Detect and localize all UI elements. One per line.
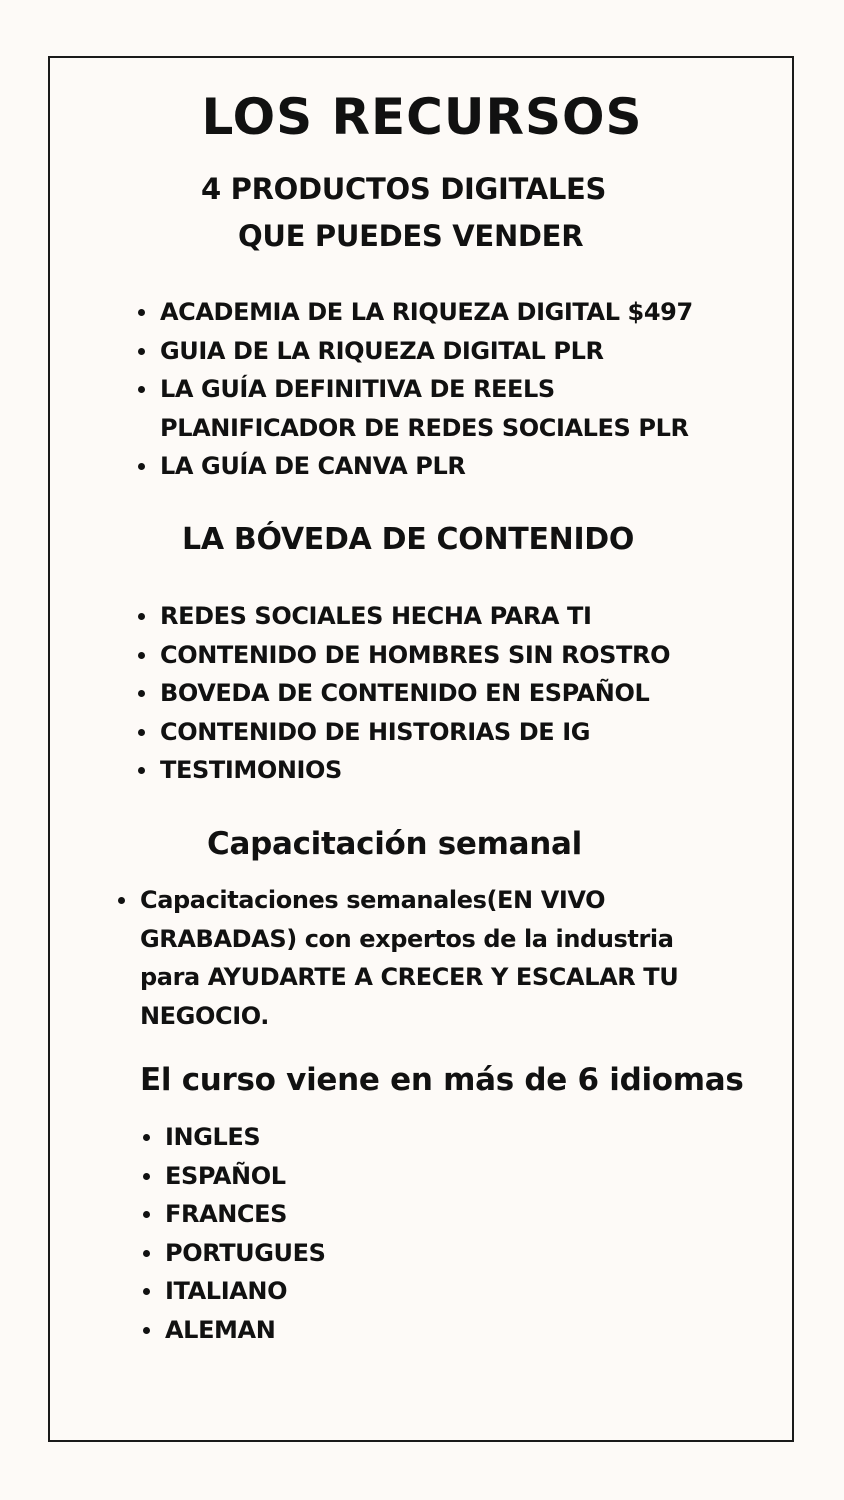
bullet-icon [138, 463, 145, 470]
bullet-icon [138, 309, 145, 316]
list-item-continuation: para AYUDARTE A CRECER Y ESCALAR TU [140, 963, 679, 991]
languages-heading: El curso viene en más de 6 idiomas [140, 1062, 744, 1098]
bullet-icon [138, 652, 145, 659]
list-item: CONTENIDO DE HISTORIAS DE IG [160, 713, 670, 752]
products-list [160, 293, 693, 486]
bullet-icon [138, 729, 145, 736]
list-item: FRANCES [165, 1195, 326, 1234]
vault-list [160, 597, 670, 790]
list-item: GUIA DE LA RIQUEZA DIGITAL PLR [160, 332, 693, 371]
bullet-icon [143, 1134, 150, 1141]
bullet-icon [143, 1250, 150, 1257]
list-item: CONTENIDO DE HOMBRES SIN ROSTRO [160, 636, 670, 675]
bullet-icon [143, 1327, 150, 1334]
bullet-icon [143, 1173, 150, 1180]
vault-heading: LA BÓVEDA DE CONTENIDO [182, 522, 635, 557]
list-item: LA GUÍA DE CANVA PLR [160, 447, 693, 486]
bullet-icon [138, 348, 145, 355]
bullet-icon [118, 897, 125, 904]
bullet-icon [143, 1288, 150, 1295]
list-item: TESTIMONIOS [160, 751, 670, 790]
languages-list [165, 1118, 326, 1349]
list-item: REDES SOCIALES HECHA PARA TI [160, 597, 670, 636]
list-item: ACADEMIA DE LA RIQUEZA DIGITAL $497 [160, 293, 693, 332]
list-item: ITALIANO [165, 1272, 326, 1311]
training-list [140, 881, 678, 1035]
training-heading: Capacitación semanal [207, 826, 582, 862]
list-item: LA GUÍA DEFINITIVA DE REELS [160, 370, 693, 409]
list-item-continuation: NEGOCIO. [140, 1001, 269, 1030]
bullet-icon [143, 1211, 150, 1218]
list-item-continuation: GRABADAS) con expertos de la industria [140, 924, 674, 953]
list-item: BOVEDA DE CONTENIDO EN ESPAÑOL [160, 674, 670, 713]
bullet-icon [138, 613, 145, 620]
list-item: PORTUGUES [165, 1234, 326, 1273]
list-item: INGLES [165, 1118, 326, 1157]
list-item: ALEMAN [165, 1311, 326, 1350]
bullet-icon [138, 767, 145, 774]
bullet-icon [138, 386, 145, 393]
list-item: ESPAÑOL [165, 1157, 326, 1196]
products-heading-line1: 4 PRODUCTOS DIGITALES [201, 172, 607, 206]
list-item: PLANIFICADOR DE REDES SOCIALES PLR [160, 413, 689, 442]
bullet-icon [138, 690, 145, 697]
products-heading-line2: QUE PUEDES VENDER [238, 219, 584, 253]
list-item: Capacitaciones semanales(EN VIVO [140, 881, 678, 920]
page-title: LOS RECURSOS [201, 88, 643, 146]
